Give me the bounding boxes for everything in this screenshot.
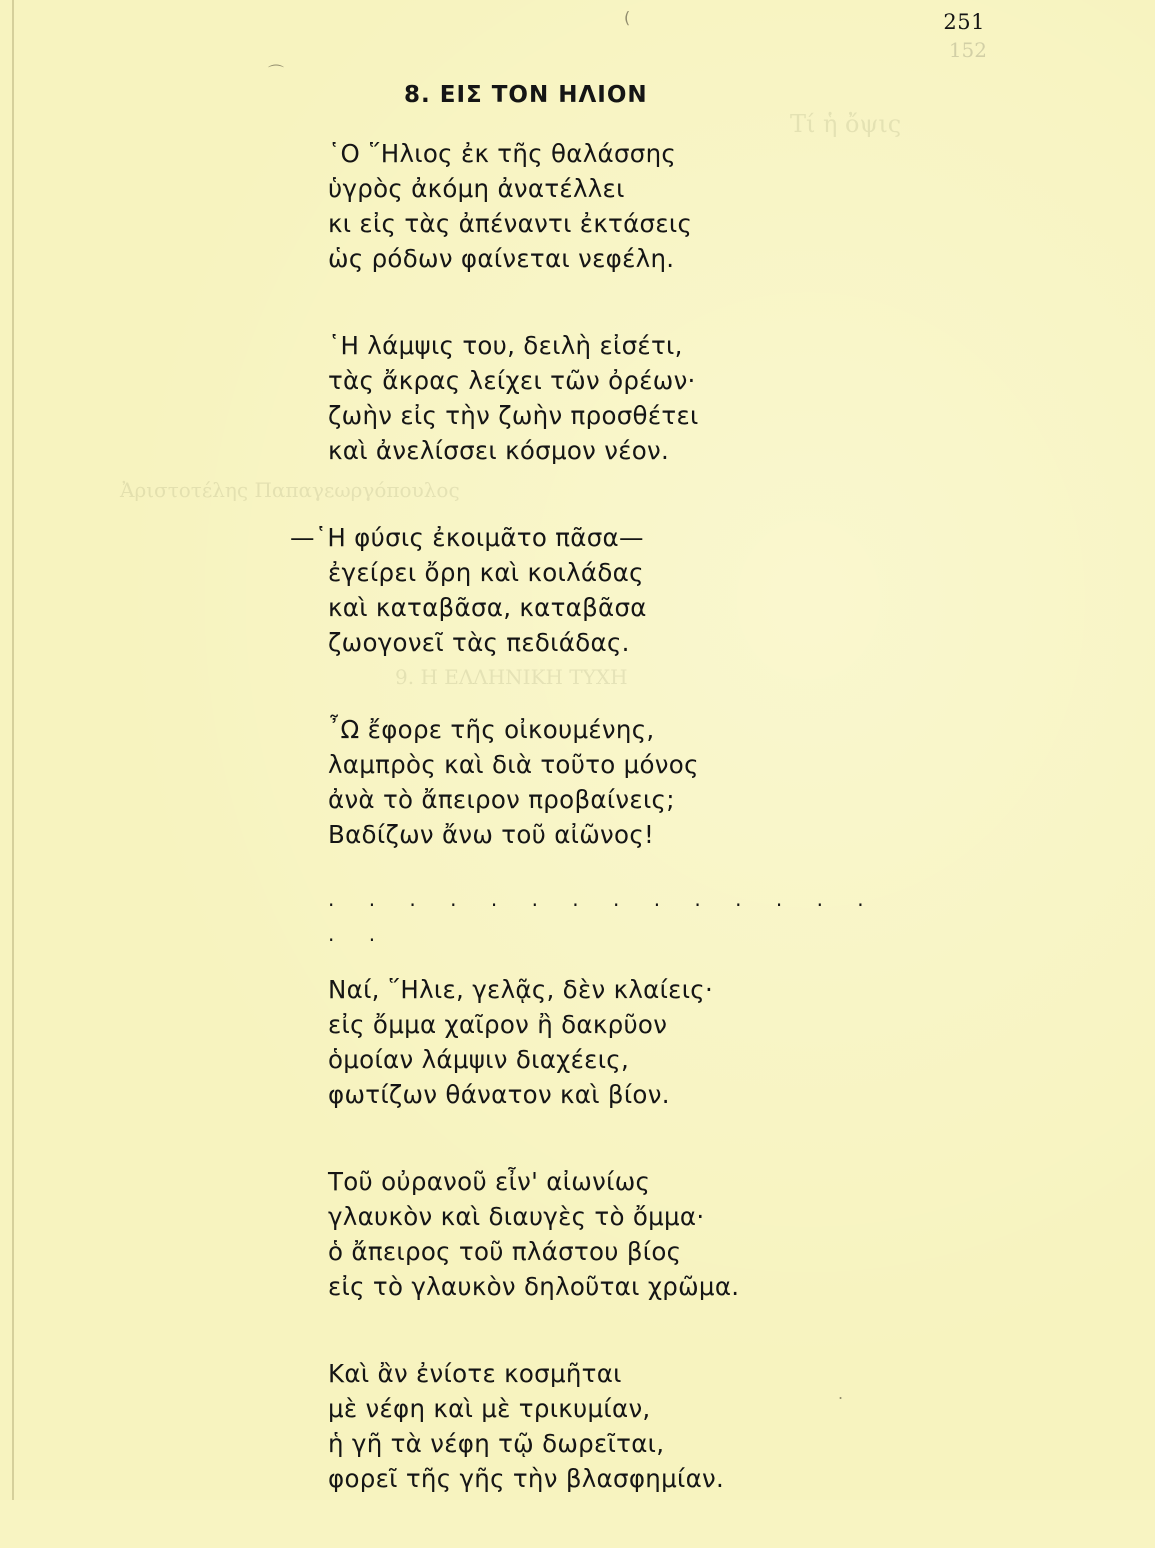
poem-line: φωτίζων θάνατον καὶ βίον. [328,1080,670,1109]
poem-line: —῾Η φύσις ἐκοιμᾶτο πᾶσα— [290,523,644,552]
stanza-3 [290,520,888,660]
stanza-4 [328,712,888,852]
page-number: 251 [943,10,985,34]
poem-line: Ναί, ῞Ηλιε, γελᾷς, δὲν κλαίεις· [328,975,714,1004]
poem-line: ὁ ἄπειρος τοῦ πλάστου βίος [328,1237,682,1266]
bleed-through-text: Τί ἡ ὄψις [790,110,902,138]
scan-mark: ( [624,8,631,27]
poem-line: ἐγείρει ὄρη καὶ κοιλάδας [328,558,644,587]
poem-line: Τοῦ οὐρανοῦ εἶν' αἰωνίως [328,1167,651,1196]
poem-line: φορεῖ τῆς γῆς τὴν βλασφημίαν. [328,1464,725,1493]
poem-line: ὁμοίαν λάμψιν διαχέεις, [328,1045,630,1074]
poem-line: ζωὴν εἰς τὴν ζωὴν προσθέτει [328,401,699,430]
stanza-1 [328,136,888,276]
poem-line: κι εἰς τὰς ἀπέναντι ἐκτάσεις [328,209,693,238]
bleed-through-text: 9. Η ΕΛΛΗΝΙΚΗ ΤΥΧΗ [395,665,628,689]
scan-mark: . [838,1384,844,1403]
scan-mark: ⌒ [268,63,285,82]
poem-line: Καὶ ἂν ἐνίοτε κοσμῆται [328,1359,622,1388]
poem-line: ῏Ω ἔφορε τῆς οἰκουμένης, [328,715,655,744]
ellipsis-dots: . . . . . . . . . . . . . . . . [328,887,878,946]
stanza-6 [328,1164,888,1304]
poem-line: γλαυκὸν καὶ διαυγὲς τὸ ὄμμα· [328,1202,705,1231]
bleed-through-number: 152 [948,38,987,62]
poem-line: ἀνὰ τὸ ἄπειρον προβαίνεις; [328,785,675,814]
bleed-through-text: Ἀριστοτέλης Παπαγεωργόπουλος [120,478,460,502]
poem-line: Βαδίζων ἄνω τοῦ αἰῶνος! [328,820,655,849]
poem-line: καὶ καταβᾶσα, καταβᾶσα [328,593,647,622]
stanza-5 [328,972,888,1112]
poem-line: ὡς ρόδων φαίνεται νεφέλη. [328,244,675,273]
poem-line: ῾Η λάμψις του, δειλὴ εἰσέτι, [328,331,683,360]
poem-line: εἰς ὄμμα χαῖρον ἢ δακρῦον [328,1010,668,1039]
poem-line: ῾Ο ῞Ηλιος ἐκ τῆς θαλάσσης [328,139,677,168]
poem-line: λαμπρὸς καὶ διὰ τοῦτο μόνος [328,750,699,779]
poem-line: καὶ ἀνελίσσει κόσμον νέον. [328,436,670,465]
stanza-7 [328,1356,888,1496]
poem-line: τὰς ἄκρας λείχει τῶν ὀρέων· [328,366,696,395]
poem-title: 8. ΕΙΣ ΤΟΝ ΗΛΙΟΝ [404,82,648,108]
poem-line: ὑγρὸς ἀκόμη ἀνατέλλει [328,174,625,203]
stanza-2 [328,328,888,468]
poem-line: ἡ γῆ τὰ νέφη τῷ δωρεῖται, [328,1429,665,1458]
gutter-line [12,0,14,1500]
poem-line: μὲ νέφη καὶ μὲ τρικυμίαν, [328,1394,651,1423]
poem-line: εἰς τὸ γλαυκὸν δηλοῦται χρῶμα. [328,1272,740,1301]
poem-line: ζωογονεῖ τὰς πεδιάδας. [328,628,630,657]
